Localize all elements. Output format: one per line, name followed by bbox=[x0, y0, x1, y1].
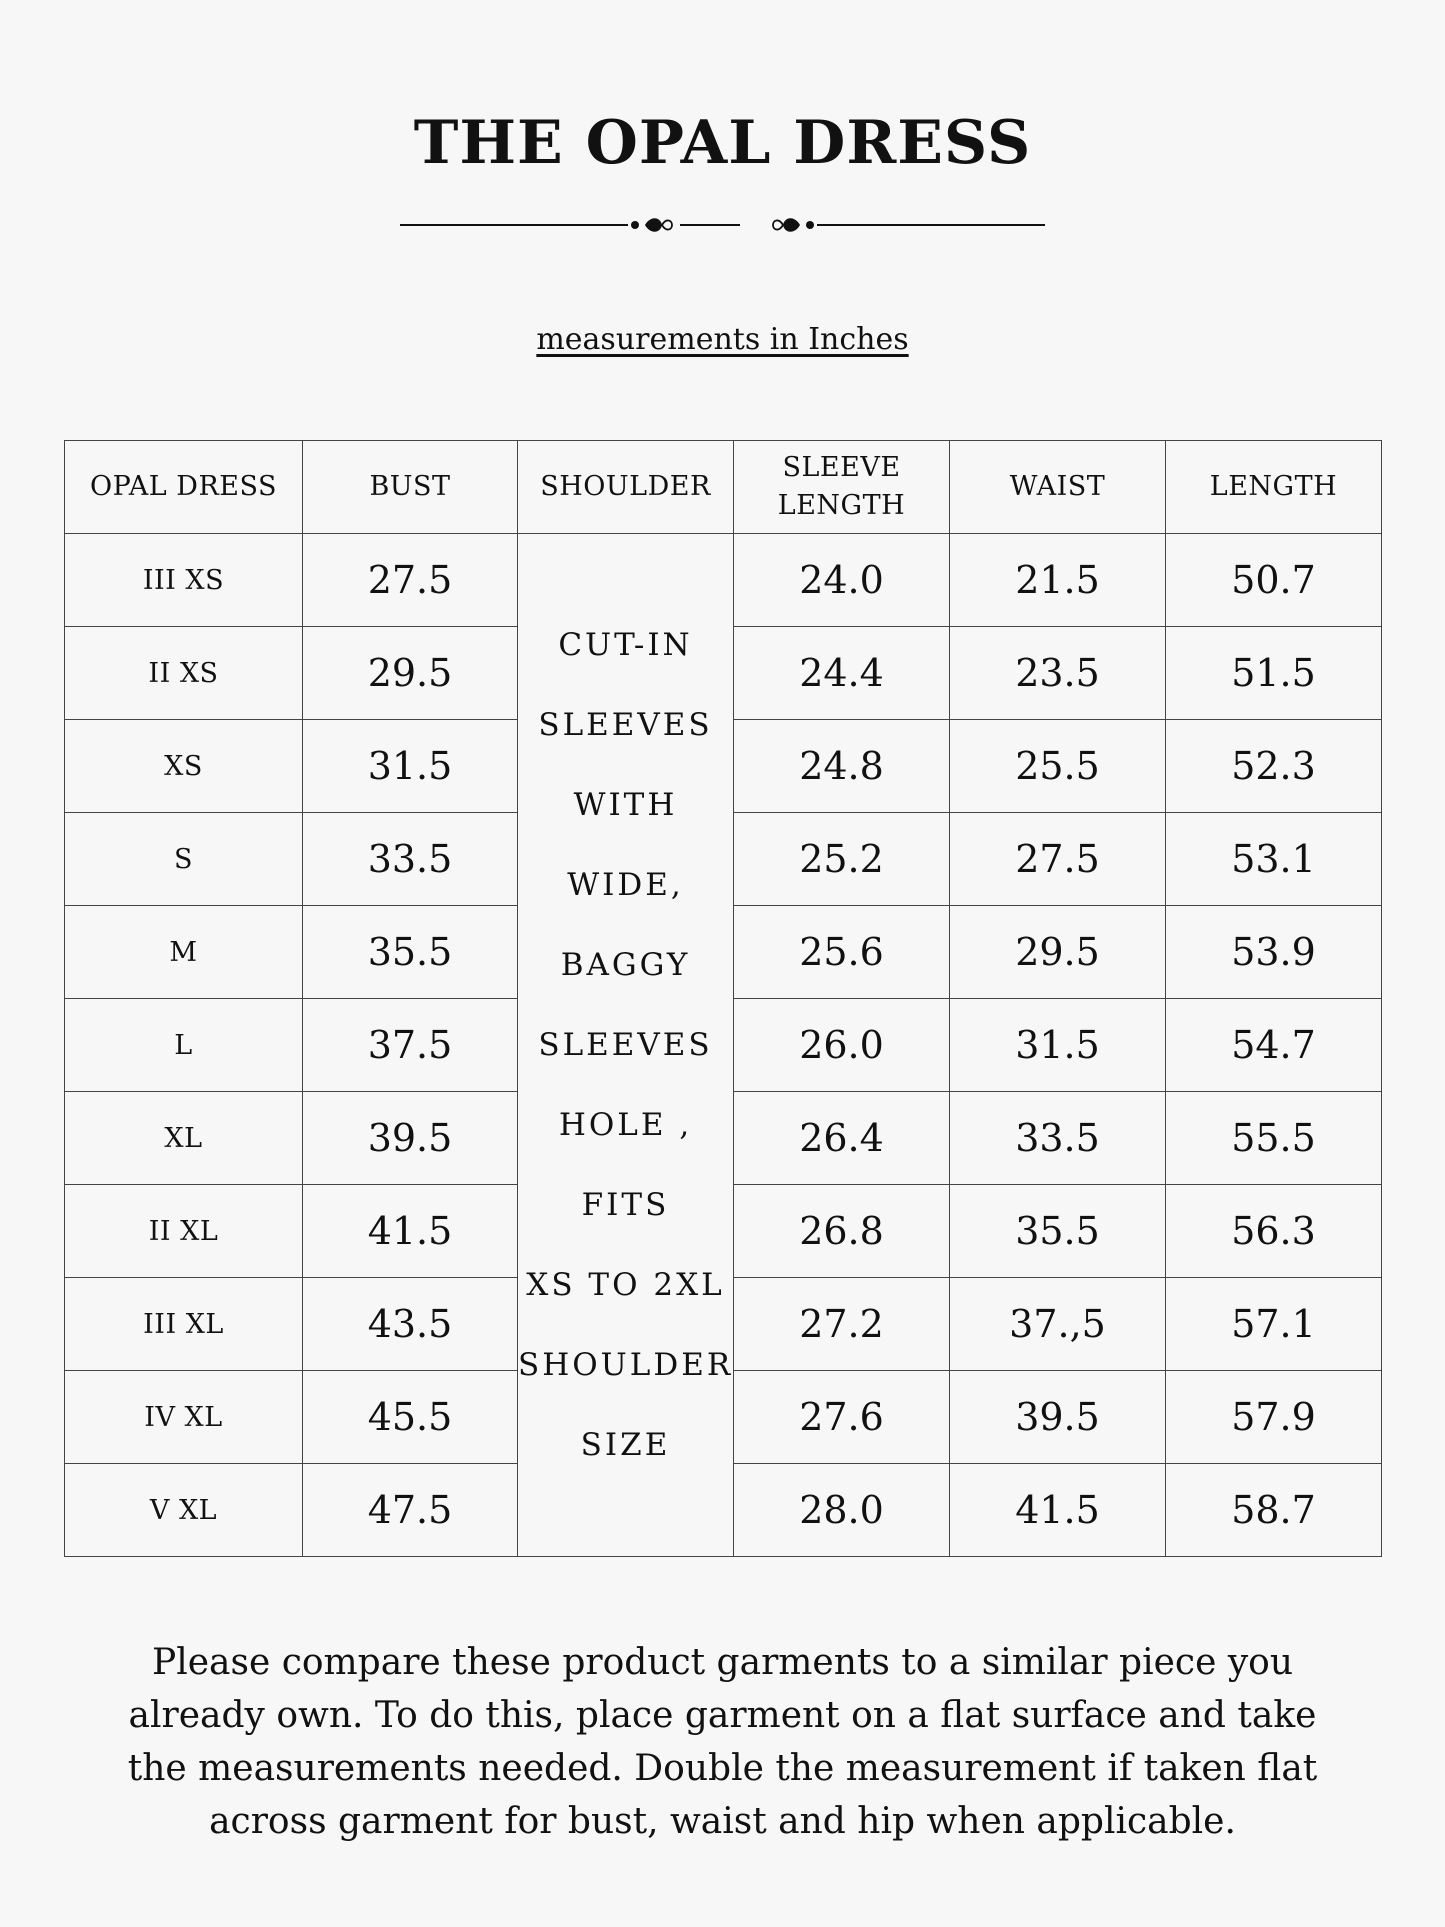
length-value: 53.1 bbox=[1166, 813, 1382, 906]
size-label: IV XL bbox=[65, 1371, 303, 1464]
bust-value: 29.5 bbox=[303, 627, 518, 720]
length-value: 57.9 bbox=[1166, 1371, 1382, 1464]
length-value: 58.7 bbox=[1166, 1464, 1382, 1557]
waist-value: 31.5 bbox=[950, 999, 1166, 1092]
sleeve-value: 27.2 bbox=[734, 1278, 950, 1371]
sleeve-value: 25.2 bbox=[734, 813, 950, 906]
sleeve-value: 28.0 bbox=[734, 1464, 950, 1557]
sleeve-value: 25.6 bbox=[734, 906, 950, 999]
length-value: 50.7 bbox=[1166, 534, 1382, 627]
bust-value: 45.5 bbox=[303, 1371, 518, 1464]
bust-value: 31.5 bbox=[303, 720, 518, 813]
length-value: 54.7 bbox=[1166, 999, 1382, 1092]
sleeve-value: 26.0 bbox=[734, 999, 950, 1092]
size-chart-table bbox=[64, 440, 1382, 1557]
decorative-divider-icon bbox=[400, 212, 1045, 238]
waist-value: 39.5 bbox=[950, 1371, 1166, 1464]
length-value: 51.5 bbox=[1166, 627, 1382, 720]
header-waist: WAIST bbox=[950, 441, 1166, 534]
bust-value: 41.5 bbox=[303, 1185, 518, 1278]
size-label: L bbox=[65, 999, 303, 1092]
size-label: V XL bbox=[65, 1464, 303, 1557]
bust-value: 43.5 bbox=[303, 1278, 518, 1371]
bust-value: 33.5 bbox=[303, 813, 518, 906]
size-label: M bbox=[65, 906, 303, 999]
sleeve-value: 24.8 bbox=[734, 720, 950, 813]
size-label: III XS bbox=[65, 534, 303, 627]
size-label: XL bbox=[65, 1092, 303, 1185]
size-label: S bbox=[65, 813, 303, 906]
header-sleeve-length: SLEEVE LENGTH bbox=[734, 441, 950, 534]
length-value: 52.3 bbox=[1166, 720, 1382, 813]
bust-value: 37.5 bbox=[303, 999, 518, 1092]
table-row bbox=[65, 534, 1382, 627]
waist-value: 27.5 bbox=[950, 813, 1166, 906]
sleeve-value: 24.4 bbox=[734, 627, 950, 720]
bust-value: 47.5 bbox=[303, 1464, 518, 1557]
waist-value: 33.5 bbox=[950, 1092, 1166, 1185]
header-shoulder: SHOULDER bbox=[518, 441, 734, 534]
waist-value: 21.5 bbox=[950, 534, 1166, 627]
length-value: 53.9 bbox=[1166, 906, 1382, 999]
waist-value: 29.5 bbox=[950, 906, 1166, 999]
waist-value: 25.5 bbox=[950, 720, 1166, 813]
header-bust: BUST bbox=[303, 441, 518, 534]
sleeve-value: 26.8 bbox=[734, 1185, 950, 1278]
bust-value: 35.5 bbox=[303, 906, 518, 999]
waist-value: 37.,5 bbox=[950, 1278, 1166, 1371]
size-label: XS bbox=[65, 720, 303, 813]
size-label: II XS bbox=[65, 627, 303, 720]
header-length: LENGTH bbox=[1166, 441, 1382, 534]
bust-value: 27.5 bbox=[303, 534, 518, 627]
waist-value: 23.5 bbox=[950, 627, 1166, 720]
size-label: II XL bbox=[65, 1185, 303, 1278]
sleeve-value: 27.6 bbox=[734, 1371, 950, 1464]
page-title: THE OPAL DRESS bbox=[413, 108, 1032, 178]
length-value: 56.3 bbox=[1166, 1185, 1382, 1278]
waist-value: 41.5 bbox=[950, 1464, 1166, 1557]
length-value: 55.5 bbox=[1166, 1092, 1382, 1185]
table-header-row bbox=[65, 441, 1382, 534]
sleeve-value: 24.0 bbox=[734, 534, 950, 627]
sleeve-value: 26.4 bbox=[734, 1092, 950, 1185]
waist-value: 35.5 bbox=[950, 1185, 1166, 1278]
measurement-instructions: Please compare these product garments to a similar piece you already own. To do this, place garment on a flat surface and take the measurements needed. Double the measurement if taken flat across garment for bust, waist and hip when applicable. bbox=[127, 1642, 1318, 1842]
bust-value: 39.5 bbox=[303, 1092, 518, 1185]
length-value: 57.1 bbox=[1166, 1278, 1382, 1371]
header-opal-dress: OPAL DRESS bbox=[65, 441, 303, 534]
units-subtitle: measurements in Inches bbox=[536, 322, 909, 357]
size-label: III XL bbox=[65, 1278, 303, 1371]
shoulder-note: CUT-IN SLEEVES WITH WIDE, BAGGY SLEEVES HOLE , FITS XS TO 2XL SHOULDER SIZE bbox=[518, 534, 734, 1557]
